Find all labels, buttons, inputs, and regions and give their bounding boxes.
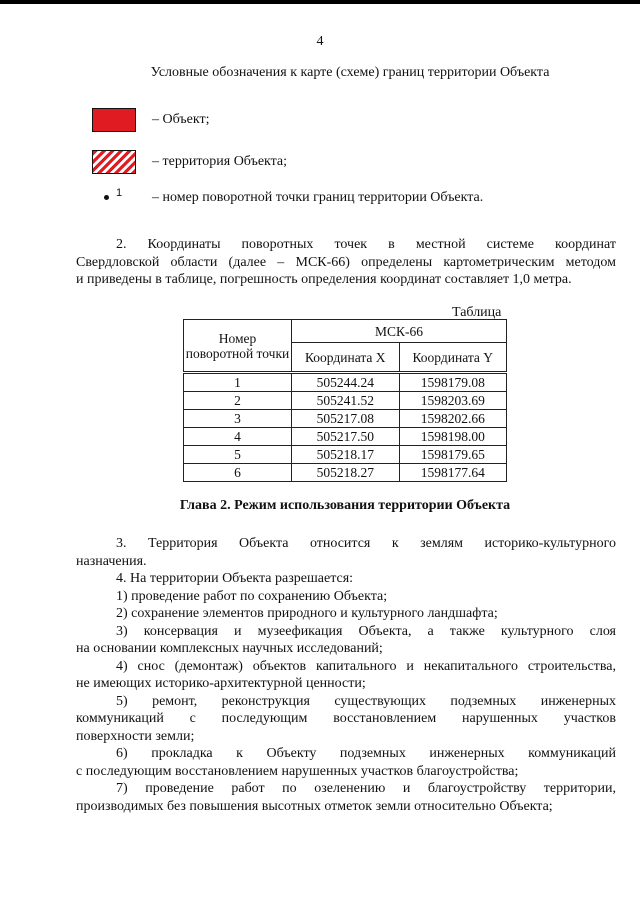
paragraph-line: назначения. xyxy=(76,553,147,569)
list-item: 3) консервация и музеефикация Объекта, а также культурного слоя xyxy=(116,623,616,639)
solid-red-swatch-icon xyxy=(92,108,136,132)
list-item-continuation: с последующим восстановлением нарушенных участков благоустройства; xyxy=(76,763,519,779)
list-item: 2) сохранение элементов природного и культурного ландшафта; xyxy=(116,606,498,621)
cell-coord-x: 505218.17 xyxy=(292,446,400,464)
hatched-red-swatch-icon xyxy=(92,150,136,174)
table-caption: Таблица xyxy=(452,305,502,320)
table-row xyxy=(184,428,507,446)
paragraph-line: 3. Территория Объекта относится к землям историко-культурного xyxy=(116,536,616,551)
cell-point-number: 5 xyxy=(184,446,292,464)
header-coord-x: Координата X xyxy=(292,343,400,373)
list-item: 6) прокладка к Объекту подземных инженерных коммуникаций xyxy=(116,746,616,761)
cell-coord-y: 1598203.69 xyxy=(399,392,507,410)
legend-item-label: – территория Объекта; xyxy=(152,154,288,169)
cell-coord-y: 1598177.64 xyxy=(399,464,507,482)
header-point-number: Номер поворотной точки xyxy=(184,320,292,373)
chapter-2-body xyxy=(76,535,616,815)
section-2-paragraph xyxy=(76,236,616,289)
paragraph-line: 2. Координаты поворотных точек в местной системе координат xyxy=(116,237,616,252)
legend-title: Условные обозначения к карте (схеме) границ территории Объекта xyxy=(150,65,550,80)
paragraph-line: и приведены в таблице, погрешность определения координат составляет 1,0 метра. xyxy=(76,272,572,287)
cell-coord-x: 505241.52 xyxy=(292,392,400,410)
cell-point-number: 3 xyxy=(184,410,292,428)
list-item-continuation: производимых без повышения высотных отметок земли относительно Объекта; xyxy=(76,798,553,814)
cell-coord-y: 1598198.00 xyxy=(399,428,507,446)
legend-item-territory xyxy=(92,150,287,174)
legend-item-label: – Объект; xyxy=(152,112,210,127)
point-marker-number: 1 xyxy=(116,187,123,199)
paragraph-line: Свердловской области (далее – МСК-66) определены картометрическим методом xyxy=(76,254,616,270)
scan-top-edge xyxy=(0,0,640,4)
page-number: 4 xyxy=(316,34,324,49)
header-msk66: МСК-66 xyxy=(292,320,507,343)
cell-coord-y: 1598179.08 xyxy=(399,373,507,392)
cell-coord-y: 1598202.66 xyxy=(399,410,507,428)
cell-coord-x: 505218.27 xyxy=(292,464,400,482)
legend-item-label: – номер поворотной точки границ территории Объекта. xyxy=(152,190,484,205)
point-marker-icon xyxy=(92,187,136,206)
cell-coord-x: 505217.08 xyxy=(292,410,400,428)
table-row xyxy=(184,392,507,410)
cell-point-number: 6 xyxy=(184,464,292,482)
table-row xyxy=(184,464,507,482)
legend-item-object xyxy=(92,108,209,132)
point-dot xyxy=(104,195,109,200)
cell-coord-y: 1598179.65 xyxy=(399,446,507,464)
table-row xyxy=(184,410,507,428)
header-coord-y: Координата Y xyxy=(399,343,507,373)
cell-coord-x: 505244.24 xyxy=(292,373,400,392)
legend-item-point xyxy=(92,187,484,206)
coordinates-table xyxy=(183,319,507,482)
table-row xyxy=(184,446,507,464)
list-item: 4) снос (демонтаж) объектов капитального и некапитального строительства, xyxy=(116,658,616,674)
list-item-continuation: коммуникаций с последующим восстановлением нарушенных участков xyxy=(76,711,616,726)
cell-point-number: 4 xyxy=(184,428,292,446)
cell-coord-x: 505217.50 xyxy=(292,428,400,446)
list-item: 7) проведение работ по озеленению и благоустройству территории, xyxy=(116,781,616,796)
list-item-continuation: не имеющих историко-архитектурной ценности; xyxy=(76,676,366,691)
list-item-continuation: на основании комплексных научных исследований; xyxy=(76,641,383,656)
list-item-continuation: поверхности земли; xyxy=(76,728,195,744)
list-item: 5) ремонт, реконструкция существующих подземных инженерных xyxy=(116,693,616,709)
chapter-title: Глава 2. Режим использования территории Объекта xyxy=(179,498,511,513)
table-row xyxy=(184,373,507,392)
cell-point-number: 1 xyxy=(184,373,292,392)
cell-point-number: 2 xyxy=(184,392,292,410)
paragraph-line: 4. На территории Объекта разрешается: xyxy=(116,571,354,586)
list-item: 1) проведение работ по сохранению Объекта; xyxy=(116,588,388,604)
